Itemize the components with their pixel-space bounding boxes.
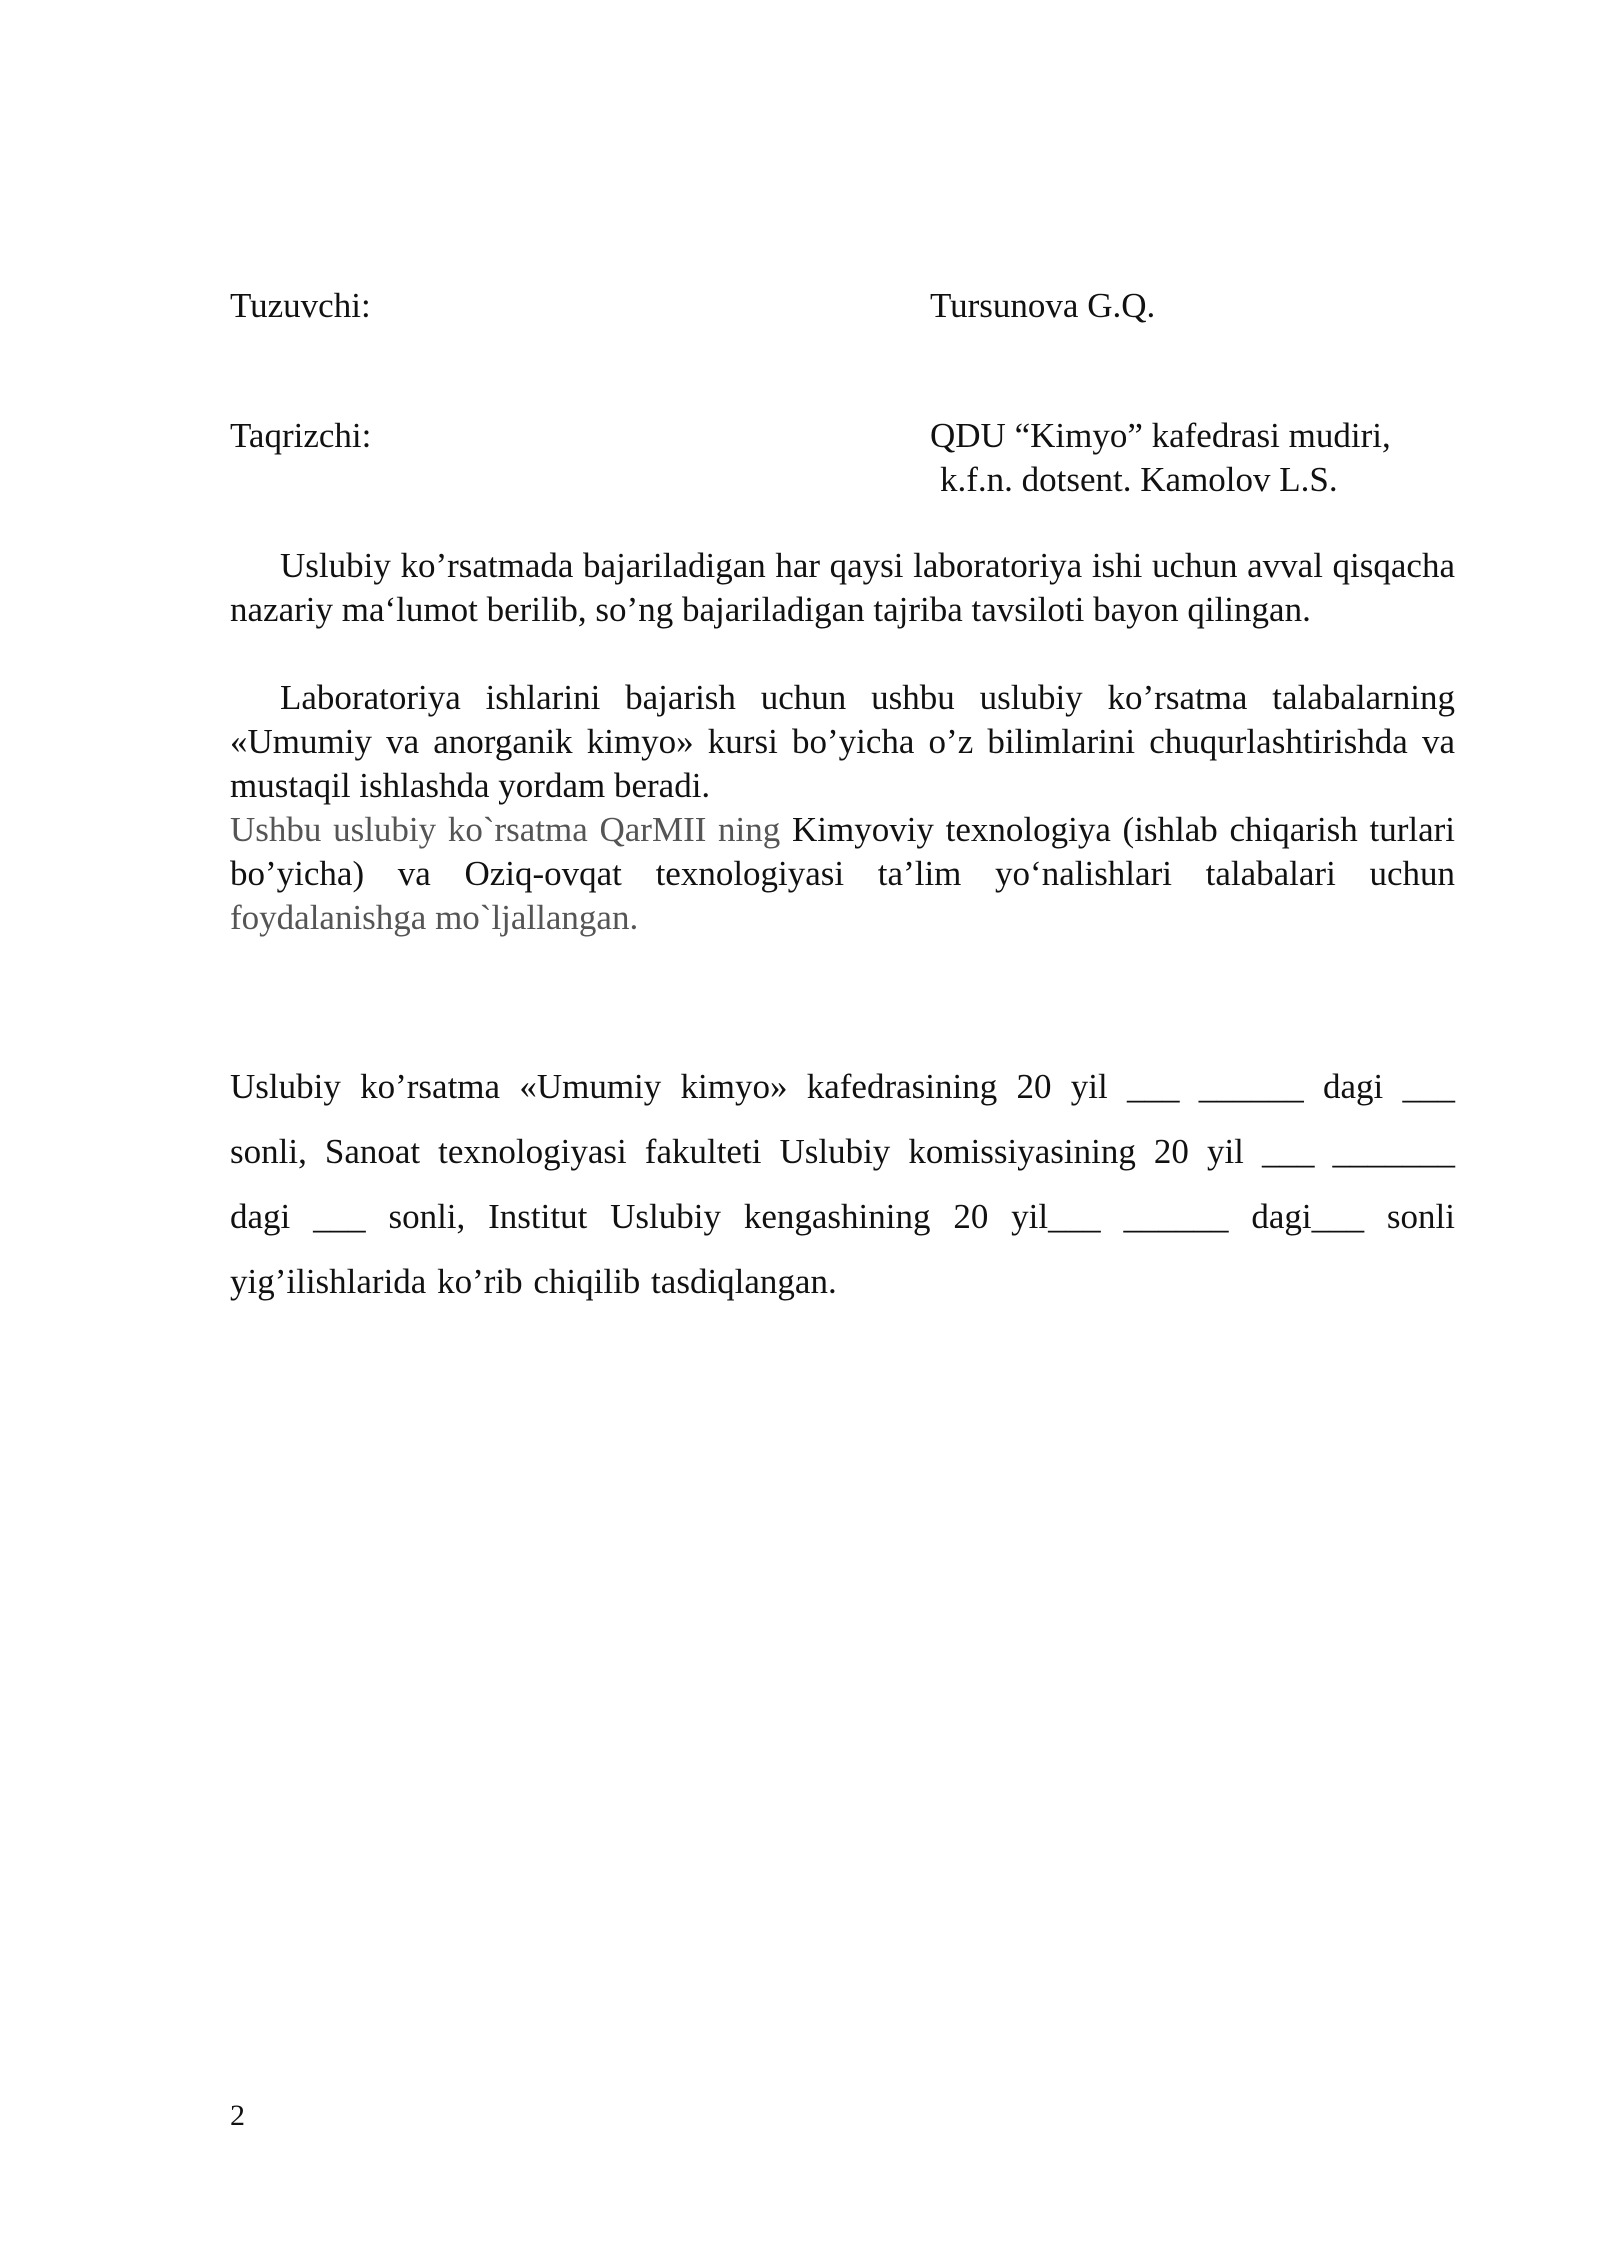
paragraph-3-intro: Ushbu uslubiy ko`rsatma QarMII ning [230, 810, 781, 849]
reviewer-label: Taqrizchi: [230, 416, 372, 455]
reviewer-position: QDU “Kimyo” kafedrasi mudiri, [930, 416, 1391, 455]
paragraph-3-purpose: foydalanishga mo`ljallangan. [230, 898, 639, 937]
compiler-label: Tuzuvchi: [230, 286, 371, 325]
body-paragraph-2: Laboratoriya ishlarini bajarish uchun ushbu uslubiy ko’rsatma talabalarning «Umumiy va anorganik kimyo» kursi bo’yicha o’z bilimlarini chuqurlashtirishda va mustaqil ishlashda yordam beradi. [230, 678, 1455, 805]
paragraph-3-programs: Kimyoviy texnologiya (ishlab chiqarish turlari bo’yicha) va Oziq-ovqat texnologiyasi ta’lim yo‘nalishlari talabalari uchun [230, 810, 1455, 893]
reviewer-name: k.f.n. dotsent. Kamolov L.S. [940, 460, 1338, 499]
approval-statement: Uslubiy ko’rsatma «Umumiy kimyo» kafedrasining 20 yil ___ ______ dagi ___ sonli, Sanoat texnologiyasi fakulteti Uslubiy komissiyasining 20 yil ___ _______ dagi ___ sonli, Institut Uslubiy kengashining 20 yil___ ______ dagi___ sonli yig’ilishlarida ko’rib chiqilib tasdiqlangan. [230, 1067, 1455, 1301]
page-number: 2 [230, 2099, 245, 2132]
compiler-name: Tursunova G.Q. [930, 286, 1156, 325]
body-paragraph-3 [230, 808, 1455, 940]
body-paragraph-1: Uslubiy ko’rsatmada bajariladigan har qaysi laboratoriya ishi uchun avval qisqacha nazariy ma‘lumot berilib, so’ng bajariladigan tajriba tavsiloti bayon qilingan. [230, 546, 1455, 629]
